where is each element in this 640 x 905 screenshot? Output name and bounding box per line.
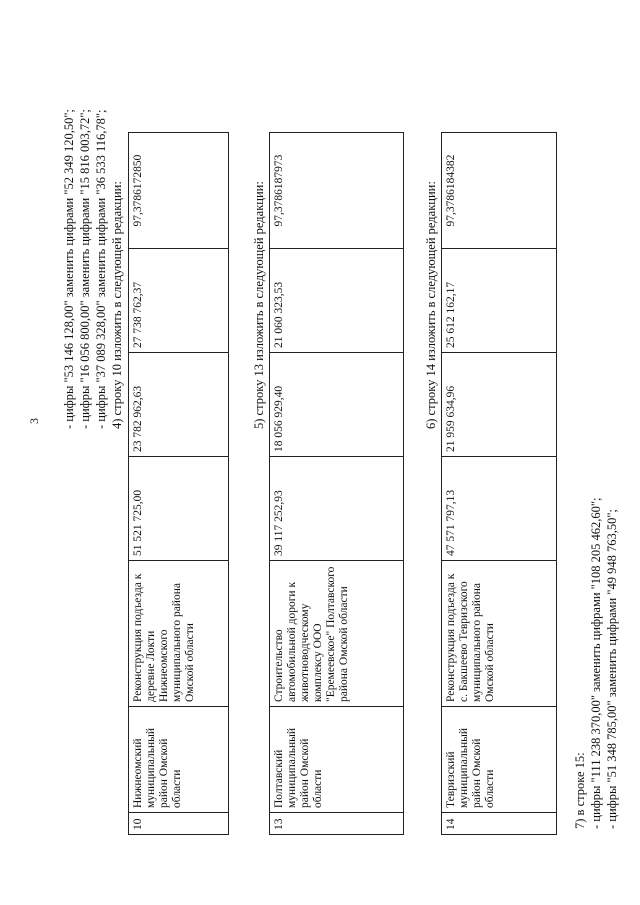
table-row bbox=[270, 133, 404, 835]
section-heading: 5) строку 13 изложить в следующей редакции: bbox=[252, 181, 266, 429]
object-cell: Реконструкция подъезда к с. Бакшеево Тевризского муниципального района Омской области bbox=[442, 561, 557, 707]
amendment-line: - цифры "51 348 785,00" заменить цифрами "49 948 763,50"; bbox=[605, 509, 619, 829]
amendment-line: - цифры "53 146 128,00" заменить цифрами "52 349 120,50"; bbox=[62, 109, 76, 429]
row-number-cell: 13 bbox=[270, 813, 404, 835]
table-row-14 bbox=[441, 132, 557, 835]
district-cell: Нижнеомский муниципальный район Омской области bbox=[129, 707, 229, 813]
amount-cell: 21 060 323,53 bbox=[270, 249, 404, 353]
section-heading: 4) строку 10 изложить в следующей редакции: bbox=[110, 181, 124, 429]
amount-cell: 21 959 634,96 bbox=[442, 353, 557, 457]
page-number: 3 bbox=[27, 418, 41, 424]
ratio-cell: 97,3786172850 bbox=[129, 133, 229, 249]
total-amount-cell: 51 521 725,00 bbox=[129, 457, 229, 561]
row-number-cell: 14 bbox=[442, 813, 557, 835]
ratio-cell: 97,3786184382 bbox=[442, 133, 557, 249]
row-number-cell: 10 bbox=[129, 813, 229, 835]
section-heading: 6) строку 14 изложить в следующей редакции: bbox=[424, 181, 438, 429]
table-row-10 bbox=[128, 132, 229, 835]
amendment-line: - цифры "16 056 800,00" заменить цифрами "15 816 003,72"; bbox=[78, 109, 92, 429]
amount-cell: 23 782 962,63 bbox=[129, 353, 229, 457]
table-row bbox=[442, 133, 557, 835]
district-cell: Полтавский муниципальный район Омской области bbox=[270, 707, 404, 813]
total-amount-cell: 39 117 252,93 bbox=[270, 457, 404, 561]
section-heading: 7) в строке 15: bbox=[573, 752, 587, 829]
object-cell: Строительство автомобильной дороги к животноводческому комплексу ООО "Еремеевское" Полтавского района Омской области bbox=[270, 561, 404, 707]
amendment-line: - цифры "111 238 370,00" заменить цифрами "108 205 462,60"; bbox=[589, 497, 603, 829]
table-row bbox=[129, 133, 229, 835]
ratio-cell: 97,3786187973 bbox=[270, 133, 404, 249]
amendment-line: - цифры "37 089 328,00" заменить цифрами "36 533 116,78"; bbox=[94, 109, 108, 429]
table-row-13 bbox=[269, 132, 404, 835]
total-amount-cell: 47 571 797,13 bbox=[442, 457, 557, 561]
amount-cell: 18 056 929,40 bbox=[270, 353, 404, 457]
amount-cell: 25 612 162,17 bbox=[442, 249, 557, 353]
district-cell: Тевризский муниципальный район Омской области bbox=[442, 707, 557, 813]
amount-cell: 27 738 762,37 bbox=[129, 249, 229, 353]
object-cell: Реконструкция подъезда к деревне Локти Нижнеомского муниципального района Омской области bbox=[129, 561, 229, 707]
